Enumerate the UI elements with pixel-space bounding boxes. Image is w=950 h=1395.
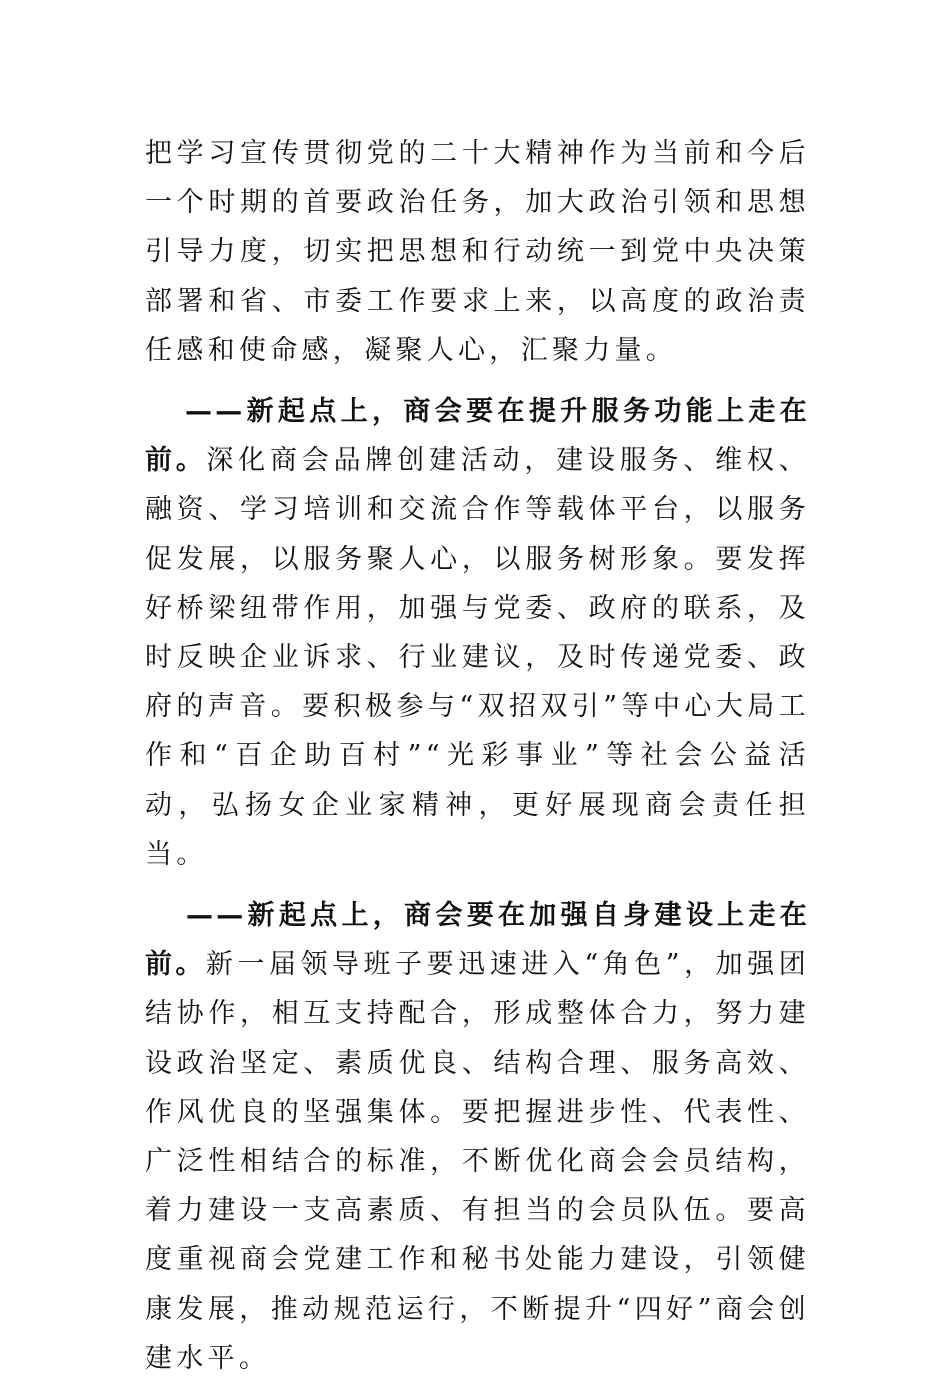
paragraph-1-text: 把学习宣传贯彻党的二十大精神作为当前和今后一个时期的首要政治任务，加大政治引领和思想引导力度，切实把思想和行动统一到党中央决策部署和省、市委工作要求上来，以高度的政治责任感和使命感，凝聚人心，汇聚力量。: [145, 138, 810, 366]
paragraph-3: [145, 891, 810, 1383]
paragraph-2-lead: ——新起点上，商会要在提升服务功能上走在前。: [145, 396, 810, 477]
paragraph-2-text: 深化商会品牌创建活动，建设服务、维权、融资、学习培训和交流合作等载体平台，以服务促发展，以服务聚人心，以服务树形象。要发挥好桥梁纽带作用，加强与党委、政府的联系，及时反映企业诉求、行业建议，及时传递党委、政府的声音。要积极参与“双招双引”等中心大局工作和“百企助百村”“光彩事业”等社会公益活动，弘扬女企业家精神，更好展现商会责任担当。: [145, 445, 810, 870]
paragraph-2: [145, 387, 810, 879]
paragraph-1: [145, 129, 810, 375]
paragraph-3-lead: ——新起点上，商会要在加强自身建设上走在前。: [145, 900, 810, 981]
paragraph-3-text: 新一届领导班子要迅速进入“角色”，加强团结协作，相互支持配合，形成整体合力，努力建设政治坚定、素质优良、结构合理、服务高效、作风优良的坚强集体。要把握进步性、代表性、广泛性相结合的标准，不断优化商会会员结构，着力建设一支高素质、有担当的会员队伍。要高度重视商会党建工作和秘书处能力建设，引领健康发展，推动规范运行，不断提升“四好”商会创建水平。: [145, 949, 810, 1374]
document-body: [145, 129, 810, 1395]
